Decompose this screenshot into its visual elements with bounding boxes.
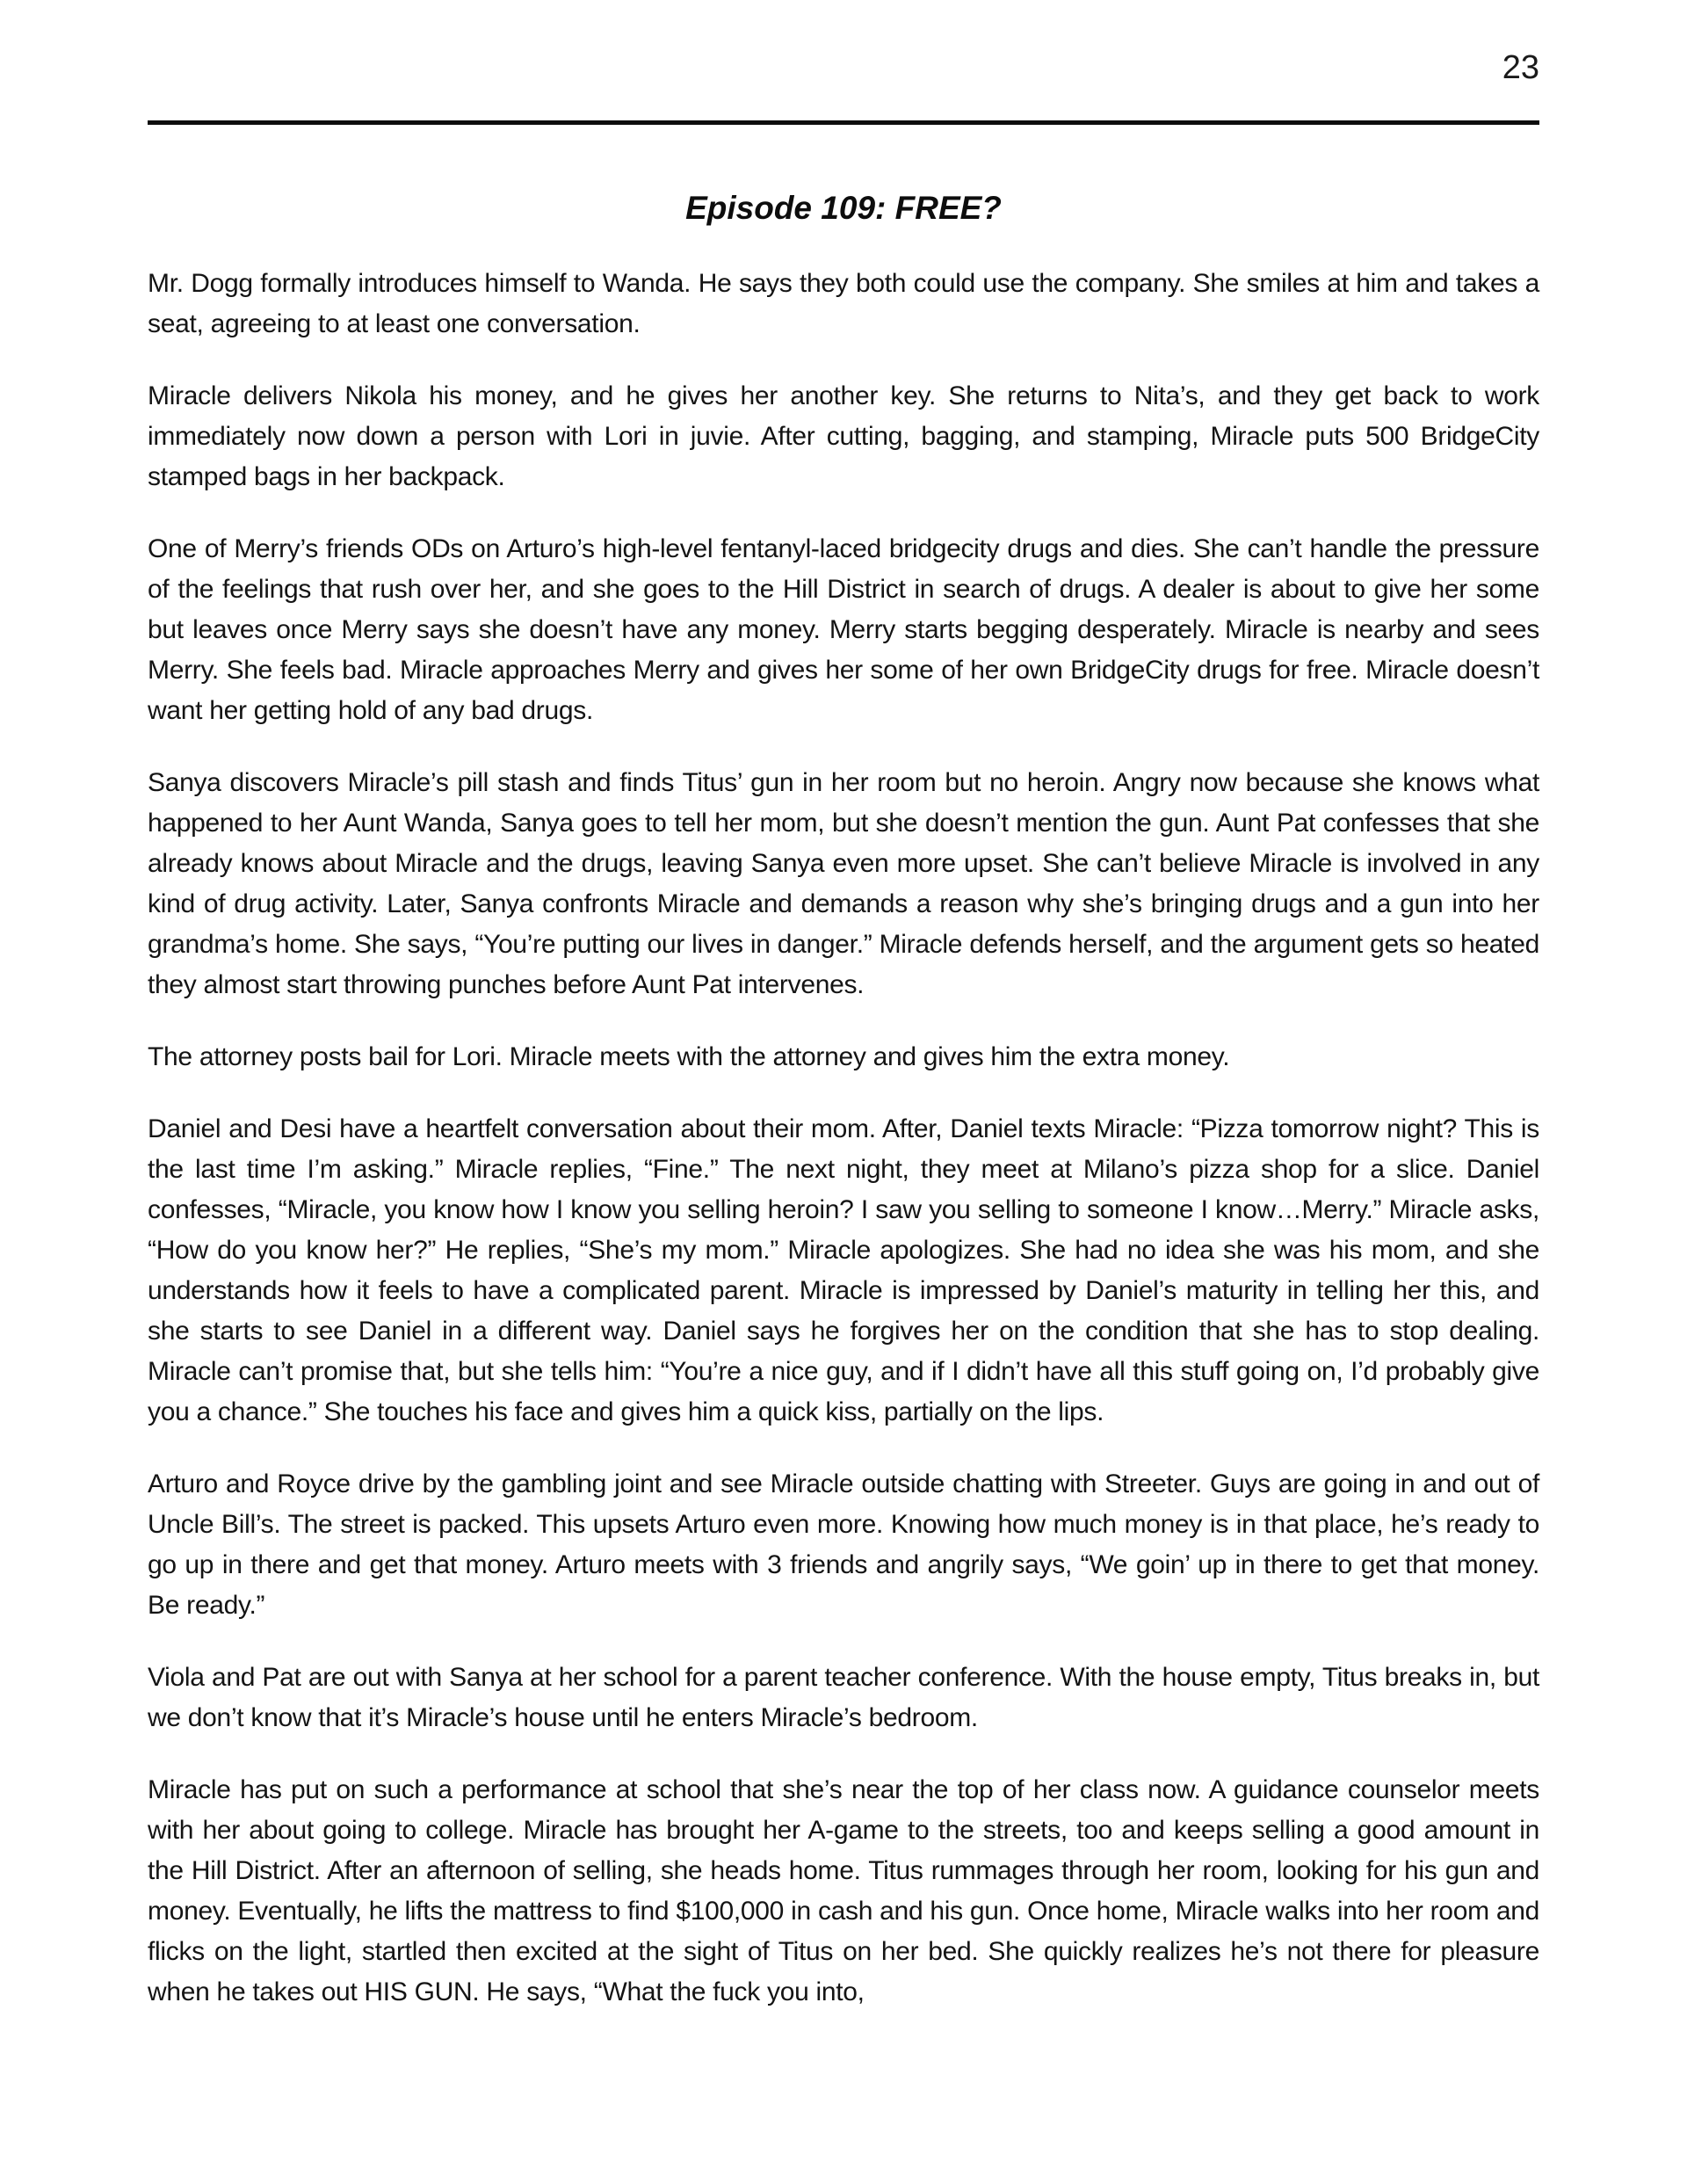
paragraph: One of Merry’s friends ODs on Arturo’s high-level fentanyl-laced bridgecity drugs and dies. She can’t handle the pressure of the feelings that rush over her, and she goes to the Hill District in search of drugs. A dealer is about to give her some but leaves once Merry says she doesn’t have any money. Merry starts begging desperately. Miracle is nearby and sees Merry. She feels bad. Miracle approaches Merry and gives her some of her own BridgeCity drugs for free. Miracle doesn’t want her getting hold of any bad drugs. (148, 534, 1539, 725)
paragraph: Arturo and Royce drive by the gambling joint and see Miracle outside chatting with Streeter. Guys are going in and out of Uncle Bill’s. The street is packed. This upsets Arturo even more. Knowing how much money is in that place, he’s ready to go up in there and get that money. Arturo meets with 3 friends and angrily says, “We goin’ up in there to get that money. Be ready.” (148, 1469, 1539, 1620)
paragraph: Daniel and Desi have a heartfelt conversation about their mom. After, Daniel texts Miracle: “Pizza tomorrow night? This is the last time I’m asking.” Miracle replies, “Fine.” The next night, they meet at Milano’s pizza shop for a slice. Daniel confesses, “Miracle, you know how I know you selling heroin? I saw you selling to someone I know…Merry.” Miracle asks, “How do you know her?” He replies, “She’s my mom.” Miracle apologizes. She had no idea she was his mom, and she understands how it feels to have a complicated parent. Miracle is impressed by Daniel’s maturity in telling her this, and she starts to see Daniel in a different way. Daniel says he forgives her on the condition that she has to stop dealing. Miracle can’t promise that, but she tells him: “You’re a nice guy, and if I didn’t have all this stuff going on, I’d probably give you a chance.” She touches his face and gives him a quick kiss, partially on the lips. (148, 1114, 1539, 1426)
paragraph: Sanya discovers Miracle’s pill stash and finds Titus’ gun in her room but no heroin. Angry now because she knows what happened to her Aunt Wanda, Sanya goes to tell her mom, but she doesn’t mention the gun. Aunt Pat confesses that she already knows about Miracle and the drugs, leaving Sanya even more upset. She can’t believe Miracle is involved in any kind of drug activity. Later, Sanya confronts Miracle and demands a reason why she’s bringing drugs and a gun into her grandma’s home. She says, “You’re putting our lives in danger.” Miracle defends herself, and the argument gets so heated they almost start throwing punches before Aunt Pat intervenes. (148, 768, 1539, 999)
episode-title: Episode 109: FREE? (685, 190, 1002, 226)
header-rule (148, 120, 1539, 125)
paragraph: Viola and Pat are out with Sanya at her school for a parent teacher conference. With the house empty, Titus breaks in, but we don’t know that it’s Miracle’s house until he enters Miracle’s bedroom. (148, 1663, 1539, 1732)
page-content (148, 0, 1539, 2013)
paragraph: Miracle has put on such a performance at school that she’s near the top of her class now. A guidance counselor meets with her about going to college. Miracle has brought her A-game to the streets, too and keeps selling a good amount in the Hill District. After an afternoon of selling, she heads home. Titus rummages through her room, looking for his gun and money. Eventually, he lifts the mattress to find $100,000 in cash and his gun. Once home, Miracle walks into her room and flicks on the light, startled then excited at the sight of Titus on her bed. She quickly realizes he’s not there for pleasure when he takes out HIS GUN. He says, “What the fuck you into, (148, 1775, 1539, 2006)
episode-summary (148, 264, 1539, 2013)
paragraph: Miracle delivers Nikola his money, and he gives her another key. She returns to Nita’s, and they get back to work immediately now down a person with Lori in juvie. After cutting, bagging, and stamping, Miracle puts 500 BridgeCity stamped bags in her backpack. (148, 381, 1539, 491)
page-number: 23 (1502, 49, 1539, 86)
paragraph: The attorney posts bail for Lori. Miracle meets with the attorney and gives him the extra money. (148, 1042, 1230, 1071)
paragraph: Mr. Dogg formally introduces himself to Wanda. He says they both could use the company. She smiles at him and takes a seat, agreeing to at least one conversation. (148, 269, 1539, 338)
